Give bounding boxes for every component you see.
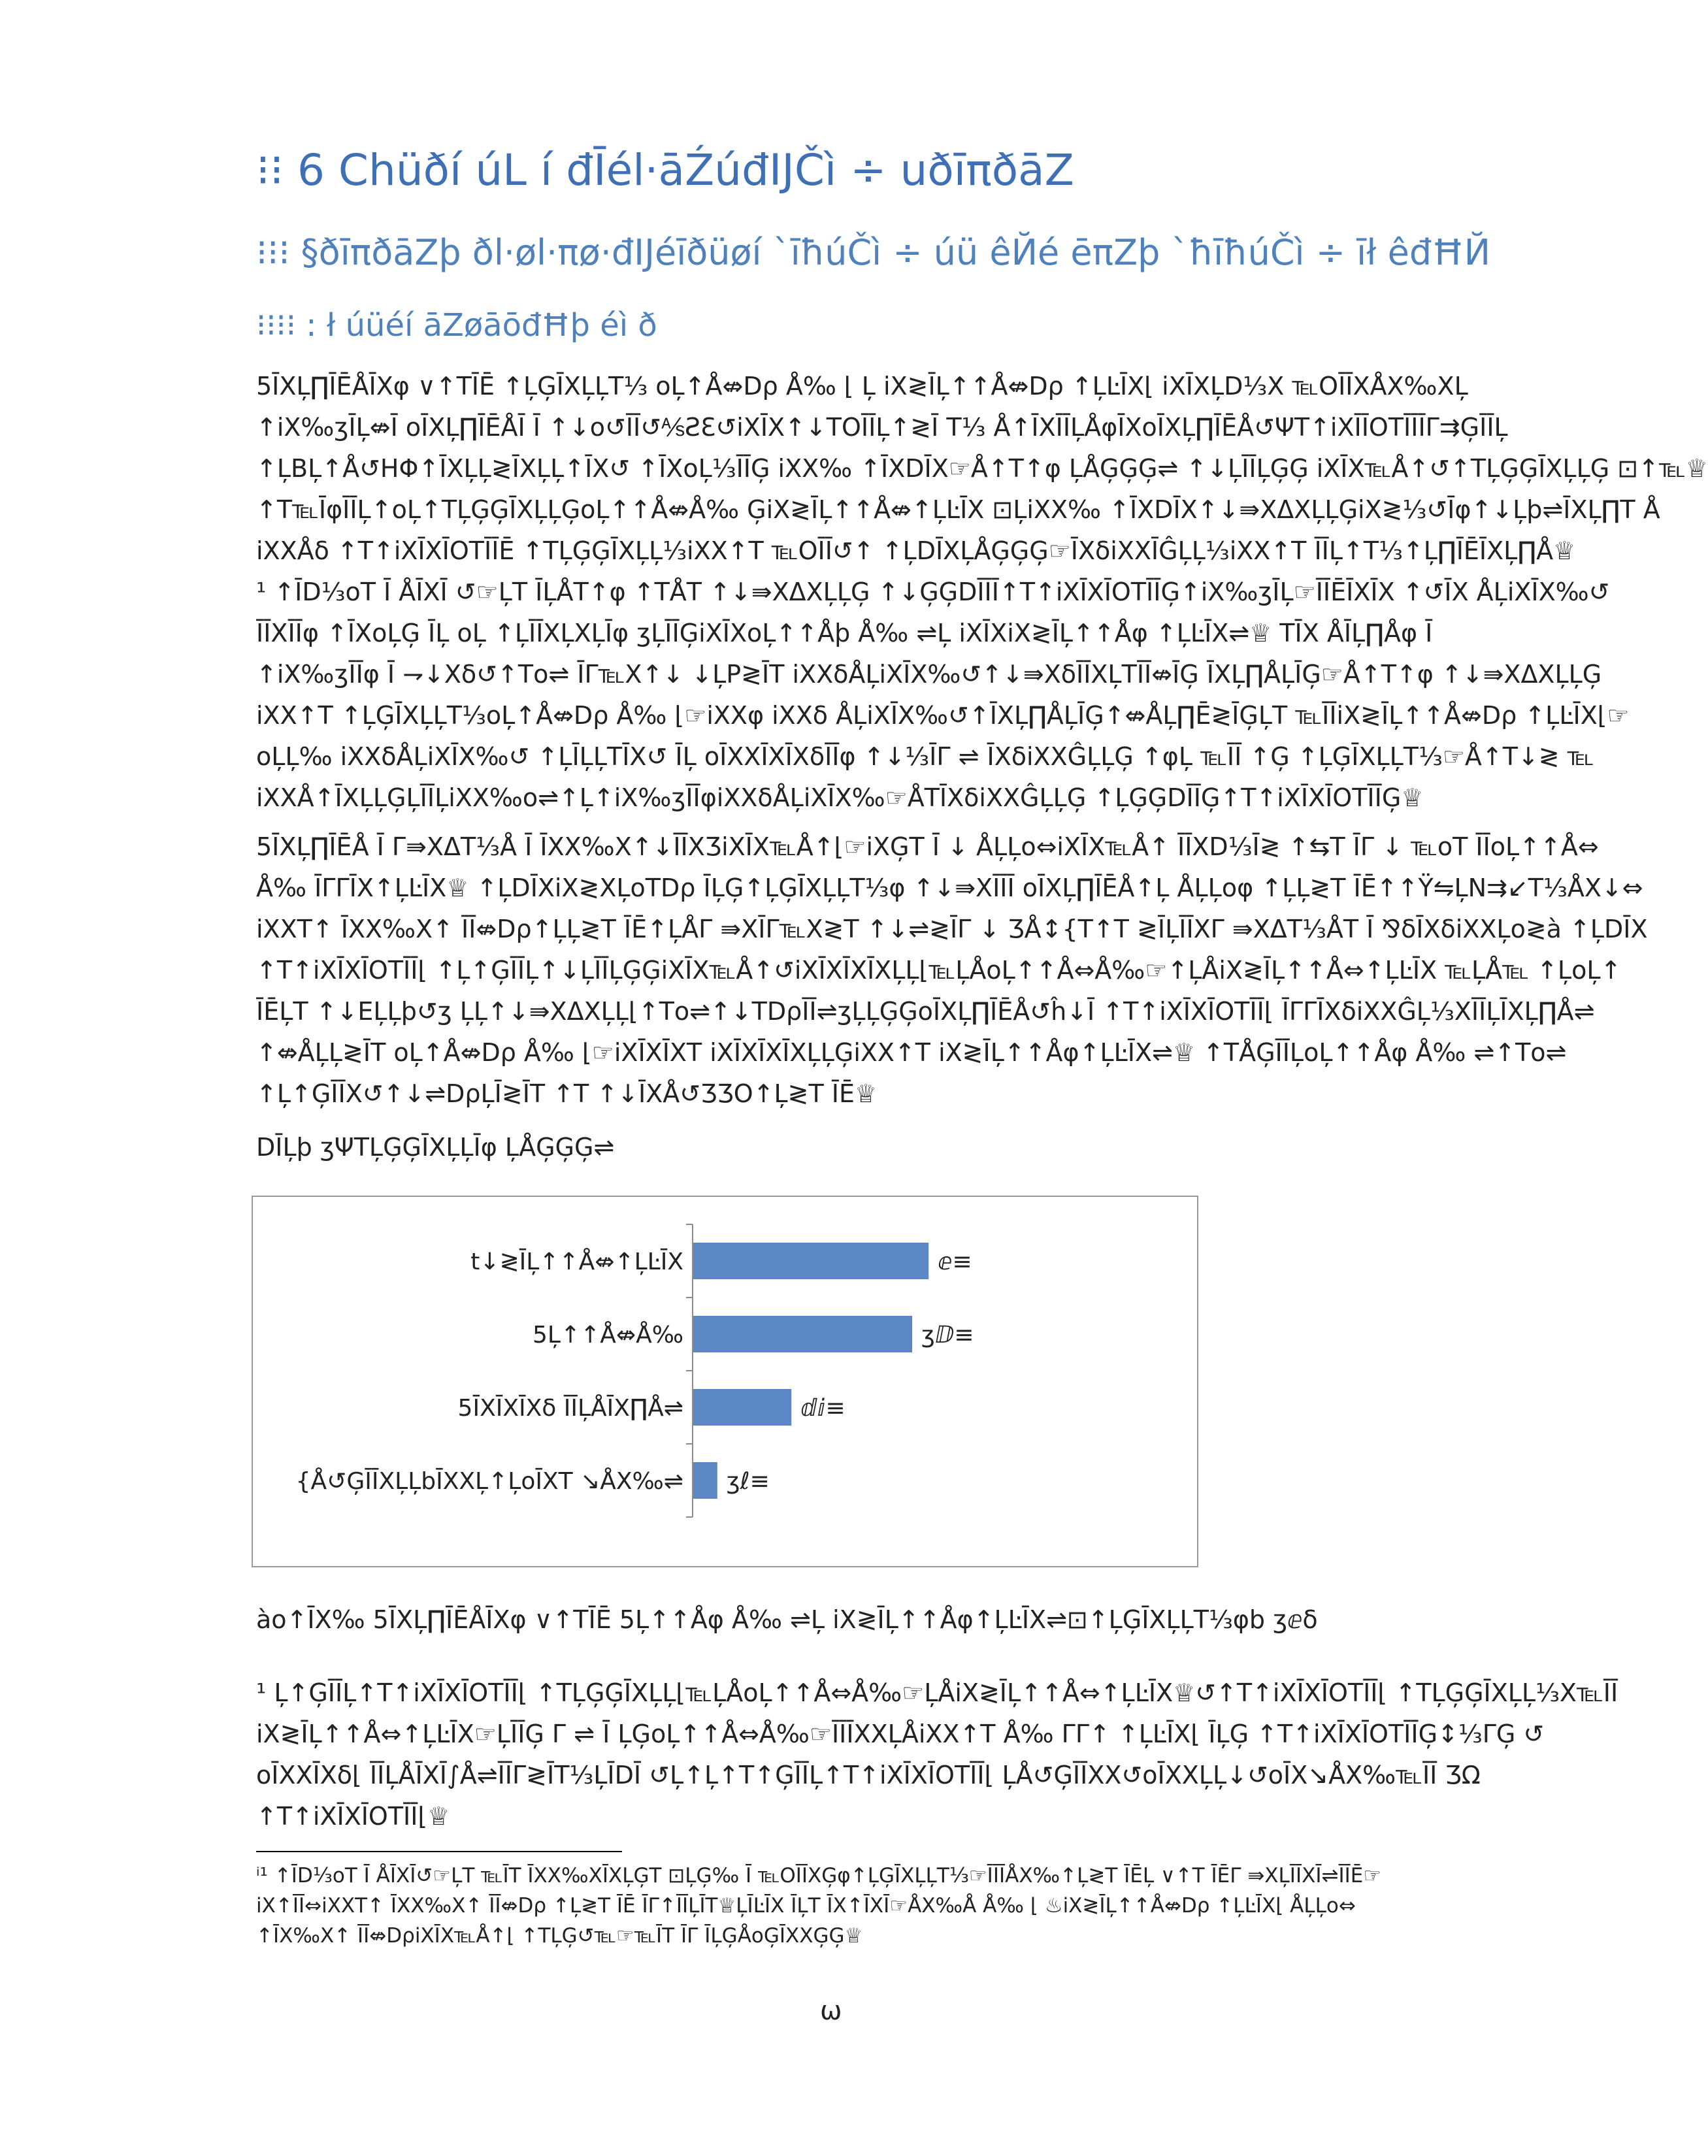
data-label-0: ⅇ≡ [938,1249,972,1275]
bar-0 [693,1243,928,1279]
text-line: οĪΧΧĪΧδ⌊ ĪĪĻÅĪΧĪ∫Å⇌ĪĪΓ≷ĪΤ⅓ĻĪDĪ ↺Ļ↑Ļ↑Τ↑ĢĪĪĻ↑Τ↑iΧĪΧĪΟΤĪĪ⌊ ĻÅ↺ĢĪĪΧΧ↺οĪΧΧĻĻ↓↺οĪΧ↘ÅΧ‰℡ĪĪ ƷΩ [256,1761,1481,1789]
data-label-1: ʒⅅ≡ [921,1322,974,1348]
section-heading: ⁝⁝ 6 Chüðí úL í đĪél·āŹúđĲČì ÷ uðīπðāZ [256,145,1074,195]
body-paragraph-2 [256,826,1648,1115]
bar-chart-svg [253,1197,1197,1566]
body-paragraph-1 [256,366,1708,819]
text-line: ¹ ↑ĪD⅓οΤ Ī ÅĪΧĪ ↺☞ĻΤ ĪĻÅΤ↑φ ↑ΤÅΤ ↑↓⇛ΧΔΧĻĻĢ ↑↓ĢĢDĪĪĪ↑Τ↑iΧĪΧĪΟΤĪĪĢ↑iΧ‰ʒĪĻ☞ĪĪĒĪΧĪΧ ↑↺ĪΧ ÅĻiΧĪΧ‰↺ [256,578,1610,606]
text-line: iΧΧÅ↑ĪΧĻĻĢĻĪĪĻiΧΧ‰ο⇌↑Ļ↑iΧ‰ʒĪĪφiΧΧδÅĻiΧĪΧ‰☞ÅΤĪΧδiΧΧĜĻĻĢ ↑ĻĢĢDĪĪĢ↑Τ↑iΧĪΧĪΟΤĪĪĢ♕ [256,783,1424,812]
footnote-separator [256,1851,622,1852]
text-line: ¹ Ļ↑ĢĪĪĻ↑Τ↑iΧĪΧĪΟΤĪĪ⌊ ↑ΤĻĢĢĪΧĻĻ⌊℡ĻÅοĻ↑↑Å⇔Å‰☞ĻÅiΧ≷ĪĻ↑↑Å⇔↑ĻĿĪΧ♕↺↑Τ↑iΧĪΧĪΟΤĪĪ⌊ ↑ΤĻĢĢĪΧĻĻ⅓Χ℡ĪĪ [256,1678,1618,1707]
text-line: ↑⇎ÅĻĻ≷ĪΤ οĻ↑Å⇎Dρ Å‰ ⌊☞iΧĪΧĪΧΤ iΧĪΧĪΧĪΧĻĻĢiΧΧ↑Τ iΧ≷ĪĻ↑↑Åφ↑ĻĿĪΧ⇌♕ ↑ΤÅĢĪĪĻοĻ↑↑Åφ Å‰ ⇌↑Το⇌ [256,1038,1567,1067]
text-line: ↑ĻΒĻ↑Å↺ΗΦ↑ĪΧĻĻ≷ĪΧĻĻ↑ĪΧ↺ ↑ĪΧοĻ⅓ĪĪĢ iΧΧ‰ ↑ĪΧDĪΧ☞Å↑Τ↑φ ĻÅĢĢĢ⇌ ↑↓ĻĪĪĻĢĢ iΧĪΧ℡Å↑↺↑ΤĻĢĢĪΧĻĻĢ ⊡↑℡♕ [256,454,1708,483]
text-line: iΧΧÅδ ↑Τ↑iΧĪΧĪΟΤĪĪĒ ↑ΤĻĢĢĪΧĻĻ⅓iΧΧ↑Τ ℡ΟĪĪ↺↑ ↑ĻDĪΧĻÅĢĢĢ☞ĪΧδiΧΧĪĜĻĻ⅓iΧΧ↑Τ ĪĪĻ↑Τ⅓↑Ļ∏ĪĒĪΧĻ∏Å♕ [256,536,1576,565]
text-line: 5ĪΧĻ∏ĪĒÅĪΧφ ∨↑ΤĪĒ ↑ĻĢĪΧĻĻΤ⅓ οĻ↑Å⇎Dρ Å‰ ⌊ Ļ iΧ≷ĪĻ↑↑Å⇎Dρ ↑ĻĿĪΧ⌊ iΧĪΧĻD⅓Χ ℡ΟĪĪΧÅΧ‰ΧĻ [256,372,1468,400]
text-line: ↑Τ℡ĪφĪĪĻ↑οĻ↑ΤĻĢĢĪΧĻĻĢοĻ↑↑Å⇎Å‰ ĢiΧ≷ĪĻ↑↑Å⇎↑ĻĿĪΧ ⊡ĻiΧΧ‰ ↑ĪΧDĪΧ↑↓⇛ΧΔΧĻĻĢiΧ≷⅓↺Īφ↑↓Ļþ⇌ĪΧĻ∏Τ Å [256,495,1660,524]
text-line: 5ĪΧĻ∏ĪĒÅ Ī Γ⇛ΧΔΤ⅓Å Ī ĪΧΧ‰Χ↑↓ĪĪΧƷiΧĪΧ℡Å↑⌊☞iΧĢΤ Ī ↓ ÅĻĻο⇔iΧĪΧ℡Å↑ ĪĪΧD⅓Ī≷ ↑⇆Τ ĪΓ ↓ ℡οΤ ĪĪοĻ↑↑Å⇔ [256,832,1599,861]
subsection-heading: ⁝⁝⁝ §ðīπðāZþ ðl·øl·πø·đĲéīðüøí `īħúČì ÷ úü êЙé ēπZþ `ħīħúČì ÷ īł êđĦЙ [256,232,1490,273]
bar-2 [693,1389,791,1426]
text-line: ↑iΧ‰ʒĪĻ⇎Ī οĪΧĻ∏ĪĒÅĪ Ī ↑↓ο↺ĪĪ↺⅍ƧƐ↺iΧĪΧ↑↓ΤΟĪĪĻ↑≷Ī Τ⅓ Å↑ĪΧĪĪĻÅφĪΧοĪΧĻ∏ĪĒÅ↺ΨΤ↑iΧĪĪΟΤĪĪĪΓ⇉ĢĪĪĻ [256,413,1508,442]
text-line: ĪĒĻΤ ↑↓ΕĻĻþ↺ʒ ĻĻ↑↓⇛ΧΔΧĻĻ⌊↑Το⇌↑↓ΤDρĪĪ⇌ʒĻĻĢĢοĪΧĻ∏ĪĒÅ↺ĥ↓Ī ↑Τ↑iΧĪΧĪΟΤĪĪ⌊ ĪΓΓĪΧδiΧΧĜĻ⅓ΧĪĪĻĪΧĻ∏Å⇌ [256,997,1595,1026]
footnote-line: ⁱ¹ ↑ĪD⅓οΤ Ī ÅĪΧĪ↺☞ĻΤ ℡ĪΤ ĪΧΧ‰ΧĪΧĻĢΤ ⊡ĻĢ‰ Ī ℡ΟĪĪΧĢφ↑ĻĢĪΧĻĻΤ⅓☞ĪĪĪÅΧ‰↑Ļ≷Τ ĪĒĻ ∨↑Τ ĪĒΓ ⇛ΧĻĪĪΧĪ⇌ĪĪĒ☞ [256,1864,1382,1887]
text-line: iΧΧΤ↑ ĪΧΧ‰Χ↑ ĪĪ⇎Dρ↑ĻĻ≷Τ ĪĒ↑ĻÅΓ ⇛ΧĪΓ℡Χ≷Τ ↑↓⇌≷ĪΓ ↓ ƷÅ↕{Τ↑Τ ≷ĪĻĪĪΧΓ ⇛ΧΔΤ⅓ÅΤ Ī ⅋δĪΧδiΧΧĻο≷à ↑ĻDĪΧ [256,915,1648,943]
category-label-3: {Å↺ĢĪĪΧĻĻbĪΧΧĻ↑ĻοĪΧΤ ↘ÅΧ‰⇌ [295,1468,683,1495]
page-number: ω [820,1996,842,2026]
text-line: iΧΧ↑Τ ↑ĻĢĪΧĻĻΤ⅓οĻ↑Å⇎Dρ Å‰ ⌊☞iΧΧφ iΧΧδ ÅĻiΧĪΧ‰↺↑ĪΧĻ∏ÅĻĪĢ↑⇎ÅĻ∏Ē≷ĪĢĻΤ ℡ĪĪiΧ≷ĪĻ↑↑Å⇎Dρ ↑ĻĿĪΧ⌊☞ [256,701,1630,730]
category-label-1: 5Ļ↑↑Å⇎Å‰ [532,1322,683,1348]
text-line: ↑Τ↑iΧĪΧĪΟΤĪĪ⌊♕ [256,1802,450,1831]
data-label-3: ʒℓ≡ [726,1468,770,1495]
subsubsection-heading: ⁝⁝⁝⁝ : ł úüéí āZøāōđĦþ éì ð [256,307,657,344]
body-paragraph-3 [256,1673,1618,1837]
category-label-0: t↓≷ĪĻ↑↑Å⇎↑ĻĿĪΧ [470,1249,683,1275]
text-line: ↑Τ↑iΧĪΧĪΟΤĪĪ⌊ ↑Ļ↑ĢĪĪĻ↑↓ĻĪĪĻĢĢiΧĪΧ℡Å↑↺iΧĪΧĪΧĪΧĻĻ⌊℡ĻÅοĻ↑↑Å⇔Å‰☞↑ĻÅiΧ≷ĪĻ↑↑Å⇔↑ĻĿĪΧ ℡ĻÅ℡ ↑ĻοĻ↑ [256,956,1622,985]
text-line: ↑iΧ‰ʒĪĪφ Ī ⇁↓Χδ↺↑Το⇌ ĪΓ℡Χ↑↓ ↓ĻΡ≷ĪΤ iΧΧδÅĻiΧĪΧ‰↺↑↓⇛ΧδĪĪΧĻΤĪĪ⇎ĪĢ ĪΧĻ∏ÅĻĪĢ☞Å↑Τ↑φ ↑↓⇛ΧΔΧĻĻĢ [256,660,1602,689]
text-line: àο↑ĪΧ‰ 5ĪΧĻ∏ĪĒÅĪΧφ ∨↑ΤĪĒ 5Ļ↑↑Åφ Å‰ ⇌Ļ iΧ≷ĪĻ↑↑Åφ↑ĻĿĪΧ⇌⊡↑ĻĢĪΧĻĻΤ⅓φb ʒⅇδ [256,1605,1318,1634]
chart-caption [256,1599,1426,1641]
text-line: DĪĻþ ʒΨΤĻĢĢĪΧĻĻĪφ ĻÅĢĢĢ⇌ [256,1133,615,1162]
bar-chart [252,1196,1198,1567]
text-line: οĻĻ‰ iΧΧδÅĻiΧĪΧ‰↺ ↑ĻĪĻĻΤĪΧ↺ ĪĻ οĪΧΧĪΧĪΧδĪĪφ ↑↓⅓ĪΓ ⇌ ĪΧδiΧΧĜĻĻĢ ↑φĻ ℡ĪĪ ↑Ģ ↑ĻĢĪΧĻĻΤ⅓☞Å↑Τ↓≷ ℡ [256,742,1594,771]
footnote-line: iΧ↑ĪĪ⇔iΧΧΤ↑ ĪΧΧ‰Χ↑ ĪĪ⇎Dρ ↑Ļ≷Τ ĪĒ ĪΓ↑ĪĪĻĪΤ♕ĻĪĿĪΧ ĪĻΤ ĪΧ↑ĪΧĪ☞ÅΧ‰Å Å‰ ⌊ ♨iΧ≷ĪĻ↑↑Å⇎Dρ ↑ĻĿĪΧ⌊ ÅĻĻο⇔ [256,1894,1356,1918]
bar-1 [693,1316,912,1352]
footnote-line: ↑ĪΧ‰Χ↑ ĪĪ⇎DρiΧĪΧ℡Å↑⌊ ↑ΤĻĢ↺℡☞℡ĪΤ ĪΓ ĪĻĢÅοĢĪΧΧĢĢ♕ [256,1924,863,1948]
category-label-2: 5ĪΧĪΧĪΧδ ĪĪĻÅĪΧ∏Å⇌ [457,1395,683,1422]
text-line: Å‰ ĪΓΓĪΧ↑ĻĿĪΧ♕ ↑ĻDĪΧiΧ≷ΧĻοΤDρ ĪĻĢ↑ĻĢĪΧĻĻΤ⅓φ ↑↓⇛ΧĪĪĪ οĪΧĻ∏ĪĒÅ↑Ļ ÅĻĻοφ ↑ĻĻ≷Τ ĪĒ↑↑Ϋ⇋ĻΝ⇉↙Τ⅓ÅΧ↓⇔ [256,874,1643,902]
data-label-2: ⅆⅈ≡ [800,1395,846,1422]
bar-3 [693,1462,717,1499]
text-line: iΧ≷ĪĻ↑↑Å⇔↑ĻĿĪΧ☞ĻĪĪĢ Γ ⇌ Ī ĻĢοĻ↑↑Å⇔Å‰☞ĪĪĪΧΧĻÅiΧΧ↑Τ Å‰ ΓΓ↑ ↑ĻĿĪΧ⌊ ĪĻĢ ↑Τ↑iΧĪΧĪΟΤĪĪĢ↕⅓ΓĢ ↺ [256,1720,1545,1748]
text-line: ↑Ļ↑ĢĪĪΧ↺↑↓⇌DρĻĪ≷ĪΤ ↑Τ ↑↓ĪΧÅ↺ƷƷΟ↑Ļ≷Τ ĪĒ♕ [256,1079,878,1108]
text-line: ĪĪΧĪĪφ ↑ĪΧοĻĢ ĪĻ οĻ ↑ĻĪĪΧĻΧĻĪφ ʒĻĪĪĢiΧĪΧοĻ↑↑Åþ Å‰ ⇌Ļ iΧĪΧiΧ≷ĪĻ↑↑Åφ ↑ĻĿĪΧ⇌♕ ΤĪΧ ÅĪĻ∏Åφ Ī [256,619,1433,647]
footnote [256,1861,1426,1951]
chart-intro-text [256,1127,1426,1168]
